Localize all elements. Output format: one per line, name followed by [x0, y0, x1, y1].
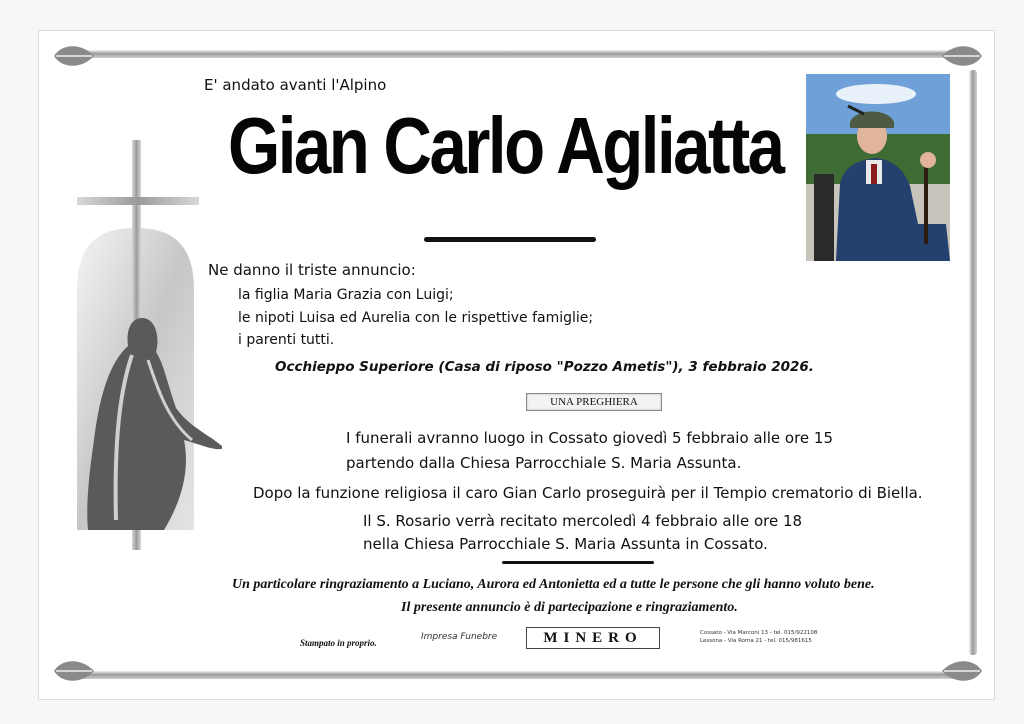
leaf-ornament-icon — [940, 43, 984, 69]
leaf-ornament-icon — [940, 658, 984, 684]
frame-top-bar — [80, 50, 960, 58]
company-label: Impresa Funebre — [421, 632, 498, 642]
address-line: Lessona - Via Roma 21 - tel. 015/981615 — [700, 638, 812, 644]
announce-heading: Ne danno il triste annuncio: — [208, 261, 416, 279]
funeral-line: partendo dalla Chiesa Parrocchiale S. Maria Assunta. — [346, 454, 742, 472]
rosary-line: Il S. Rosario verrà recitato mercoledì 4 febbraio alle ore 18 — [363, 512, 803, 530]
family-line: i parenti tutti. — [238, 332, 335, 348]
leaf-ornament-icon — [52, 43, 96, 69]
funeral-line: I funerali avranno luogo in Cossato giovedì 5 febbraio alle ore 15 — [346, 429, 834, 447]
prayer-button[interactable]: UNA PREGHIERA — [526, 393, 662, 411]
leaf-ornament-icon — [52, 658, 96, 684]
name-underline — [424, 237, 596, 242]
participation-line: Il presente annuncio è di partecipazione e ringraziamento. — [401, 600, 738, 615]
thanks-line: Un particolare ringraziamento a Luciano, Aurora ed Antonietta ed a tutte le persone che gli hanno voluto bene. — [232, 577, 875, 592]
praying-jesus-image — [72, 140, 222, 555]
place-date: Occhieppo Superiore (Casa di riposo "Pozzo Ametis"), 3 febbraio 2026. — [275, 359, 814, 375]
address-line: Cossato - Via Marconi 13 - tel. 015/922108 — [700, 630, 818, 636]
family-line: le nipoti Luisa ed Aurelia con le rispettive famiglie; — [238, 310, 594, 326]
cremation-line: Dopo la funzione religiosa il caro Gian Carlo proseguirà per il Tempio crematorio di Biella. — [253, 484, 923, 502]
printed-note: Stampato in proprio. — [300, 638, 377, 648]
portrait-photo — [806, 74, 950, 261]
frame-right-bar — [969, 70, 977, 655]
deceased-name: Gian Carlo Agliatta — [228, 101, 783, 190]
company-logo: MINERO — [526, 627, 660, 649]
rosary-line: nella Chiesa Parrocchiale S. Maria Assunta in Cossato. — [363, 535, 768, 553]
intro-text: E' andato avanti l'Alpino — [204, 76, 387, 94]
section-divider — [502, 561, 654, 564]
frame-bottom-bar — [80, 671, 960, 679]
family-line: la figlia Maria Grazia con Luigi; — [238, 287, 454, 303]
